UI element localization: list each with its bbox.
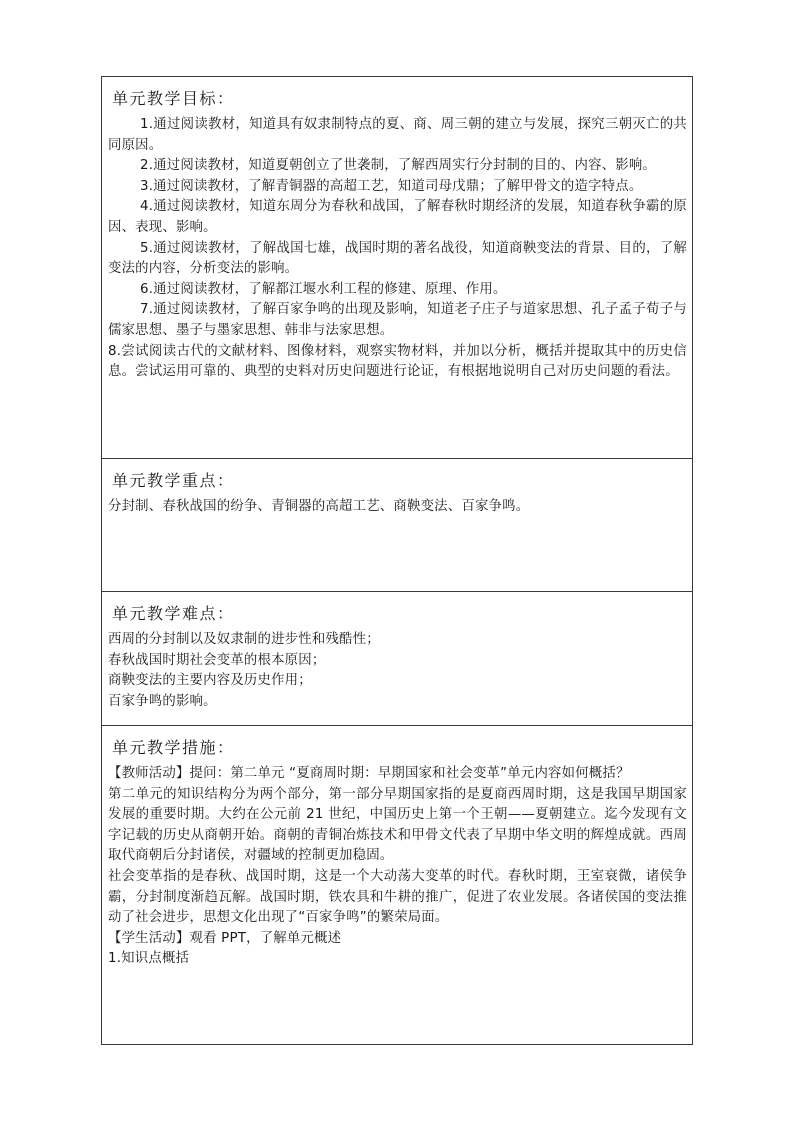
goal-item-8: 8.尝试阅读古代的文献材料、图像材料，观察实物材料，并加以分析，概括并提取其中的历史信息。尝试运用可靠的、典型的史料对历史问题进行论证，有根据地说明自己对历史问题的看法。 — [108, 343, 687, 380]
measures-section — [102, 726, 692, 1044]
difficulties-section — [102, 592, 692, 726]
goal-item-4: 4.通过阅读教材，知道东周分为春秋和战国，了解春秋时期经济的发展，知道春秋争霸的原因、表现、影响。 — [108, 199, 687, 235]
difficulty-line-4: 百家争鸣的影响。 — [108, 693, 217, 709]
goal-item-3: 3.通过阅读教材，了解青铜器的高超工艺，知道司母戊鼎；了解甲骨文的造字特点。 — [140, 178, 643, 194]
goal-item-7: 7.通过阅读教材，了解百家争鸣的出现及影响，知道老子庄子与道家思想、孔子孟子荀子与儒家思想、墨子与墨家思想、韩非与法家思想。 — [108, 302, 687, 338]
measures-heading: 单元教学措施： — [112, 738, 235, 757]
measures-paragraph-1: 第二单元的知识结构分为两个部分，第一部分早期国家指的是夏商西周时期，这是我国早期国家发展的重要时期。大约在公元前 21 世纪，中国历史上第一个王朝——夏朝建立。迄今发现有文字记载的历史从商朝开始。商朝的青铜冶炼技术和甲骨文代表了早期中华文明的辉煌成就。西周取代商朝后分封诸侯，对疆域的控制更加稳固。 — [108, 786, 687, 864]
difficulties-heading: 单元教学难点： — [112, 604, 235, 623]
goal-item-6: 6.通过阅读教材，了解都江堰水利工程的修建、原理、作用。 — [140, 281, 507, 297]
goals-section — [102, 77, 692, 459]
goal-item-1: 1.通过阅读教材，知道具有奴隶制特点的夏、商、周三朝的建立与发展，探究三朝灭亡的共同原因。 — [108, 117, 687, 153]
difficulty-line-2: 春秋战国时期社会变革的根本原因； — [108, 652, 326, 668]
goal-item-5: 5.通过阅读教材，了解战国七雄，战国时期的著名战役，知道商鞅变法的背景、目的，了解变法的内容，分析变法的影响。 — [108, 240, 687, 277]
focus-heading: 单元教学重点： — [112, 471, 235, 490]
focus-text: 分封制、春秋战国的纷争、青铜器的高超工艺、商鞅变法、百家争鸣。 — [108, 499, 530, 514]
difficulty-line-1: 西周的分封制以及奴隶制的进步性和残酷性； — [108, 632, 380, 647]
focus-section — [102, 459, 692, 592]
goals-heading: 单元教学目标： — [112, 89, 235, 108]
measures-paragraph-2: 社会变革指的是春秋、战国时期，这是一个大动荡大变革的时代。春秋时期，王室衰微，诸侯争霸，分封制度渐趋瓦解。战国时期，铁农具和牛耕的推广，促进了农业发展。各诸侯国的变法推动了社会进步，思想文化出现了“百家争鸣”的繁荣局面。 — [108, 868, 687, 926]
knowledge-point-1: 1.知识点概括 — [108, 951, 190, 967]
teacher-activity: 【教师活动】提问：第二单元 “夏商周时期：早期国家和社会变革”单元内容如何概括？ — [108, 766, 630, 781]
difficulty-line-3: 商鞅变法的主要内容及历史作用； — [108, 673, 312, 689]
goal-item-2: 2.通过阅读教材，知道夏朝创立了世袭制，了解西周实行分封制的目的、内容、影响。 — [140, 158, 657, 174]
lesson-plan-table — [101, 76, 693, 1045]
student-activity: 【学生活动】观看 PPT，了解单元概述 — [108, 930, 342, 946]
